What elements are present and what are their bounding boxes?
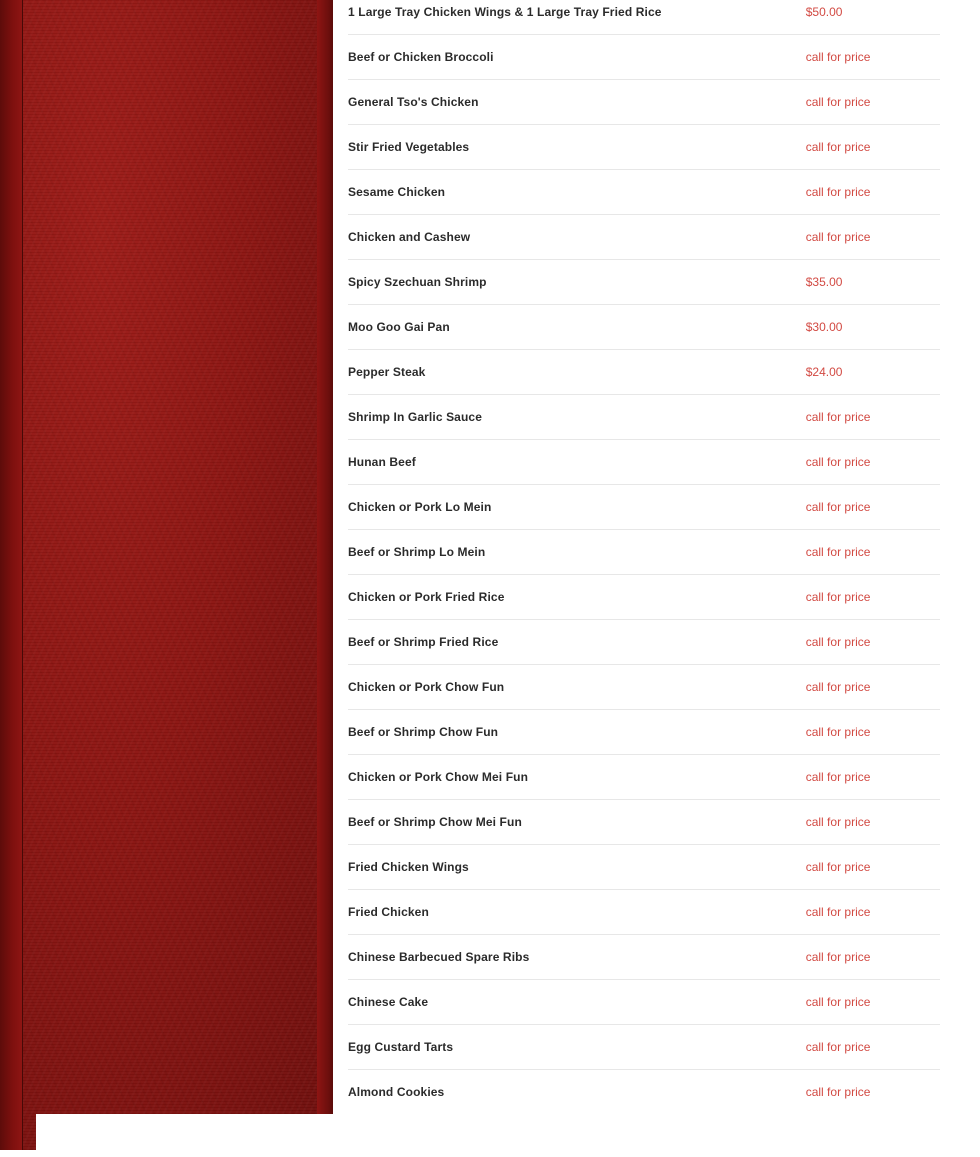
menu-table-body [348,0,940,1115]
menu-content [348,0,940,1115]
menu-item-name: Chicken or Pork Fried Rice [348,575,806,620]
menu-item-name: Moo Goo Gai Pan [348,305,806,350]
menu-item-price: call for price [806,215,940,260]
menu-item-price: call for price [806,980,940,1025]
menu-item-row [348,170,940,215]
menu-item-name: Chinese Cake [348,980,806,1025]
menu-item-price: $35.00 [806,260,940,305]
menu-item-row [348,530,940,575]
menu-item-price: call for price [806,935,940,980]
page-bottom-strip [0,1150,980,1157]
menu-item-price: call for price [806,170,940,215]
menu-item-row [348,35,940,80]
menu-item-price: call for price [806,710,940,755]
menu-item-price: call for price [806,80,940,125]
menu-item-row [348,125,940,170]
menu-item-name: Egg Custard Tarts [348,1025,806,1070]
menu-item-price: call for price [806,890,940,935]
menu-item-price: $30.00 [806,305,940,350]
menu-item-price: call for price [806,1070,940,1115]
menu-item-name: Chinese Barbecued Spare Ribs [348,935,806,980]
menu-item-row [348,620,940,665]
menu-item-name: Beef or Shrimp Chow Mei Fun [348,800,806,845]
menu-item-row [348,260,940,305]
menu-item-row [348,575,940,620]
menu-item-row [348,800,940,845]
menu-item-row [348,485,940,530]
menu-item-row [348,305,940,350]
menu-item-price: call for price [806,125,940,170]
bottom-blank-card-inner [36,1114,628,1150]
menu-item-name: Fried Chicken Wings [348,845,806,890]
menu-item-name: 1 Large Tray Chicken Wings & 1 Large Tray Fried Rice [348,0,806,35]
panel-texture [0,0,333,1150]
menu-item-row [348,980,940,1025]
menu-item-row [348,395,940,440]
menu-item-name: Pepper Steak [348,350,806,395]
menu-item-name: Beef or Shrimp Chow Fun [348,710,806,755]
menu-item-name: Almond Cookies [348,1070,806,1115]
menu-item-name: Beef or Shrimp Fried Rice [348,620,806,665]
menu-item-row [348,0,940,35]
menu-item-row [348,215,940,260]
menu-item-price: call for price [806,755,940,800]
menu-item-row [348,710,940,755]
menu-item-row [348,755,940,800]
menu-item-row [348,1025,940,1070]
menu-item-name: Chicken or Pork Chow Fun [348,665,806,710]
menu-item-price: call for price [806,620,940,665]
menu-item-row [348,350,940,395]
menu-item-name: Shrimp In Garlic Sauce [348,395,806,440]
panel-left-edge [0,0,23,1150]
menu-item-name: Chicken and Cashew [348,215,806,260]
menu-item-price: call for price [806,575,940,620]
menu-item-row [348,935,940,980]
menu-item-name: Sesame Chicken [348,170,806,215]
menu-item-row [348,80,940,125]
menu-item-price: $50.00 [806,0,940,35]
menu-item-price: call for price [806,395,940,440]
menu-item-name: Stir Fried Vegetables [348,125,806,170]
menu-item-name: General Tso's Chicken [348,80,806,125]
menu-item-name: Spicy Szechuan Shrimp [348,260,806,305]
menu-item-price: call for price [806,1025,940,1070]
menu-item-price: call for price [806,665,940,710]
menu-item-price: call for price [806,35,940,80]
menu-item-name: Hunan Beef [348,440,806,485]
menu-item-name: Fried Chicken [348,890,806,935]
menu-item-row [348,440,940,485]
menu-item-price: call for price [806,485,940,530]
decorative-side-panel [0,0,333,1150]
menu-table [348,0,940,1115]
menu-item-name: Chicken or Pork Lo Mein [348,485,806,530]
menu-item-price: call for price [806,845,940,890]
menu-item-row [348,890,940,935]
menu-item-row [348,845,940,890]
menu-item-name: Beef or Shrimp Lo Mein [348,530,806,575]
menu-item-price: call for price [806,530,940,575]
menu-item-price: call for price [806,800,940,845]
menu-item-name: Beef or Chicken Broccoli [348,35,806,80]
panel-right-edge [317,0,333,1150]
menu-item-price: $24.00 [806,350,940,395]
menu-item-name: Chicken or Pork Chow Mei Fun [348,755,806,800]
menu-item-price: call for price [806,440,940,485]
menu-item-row [348,665,940,710]
